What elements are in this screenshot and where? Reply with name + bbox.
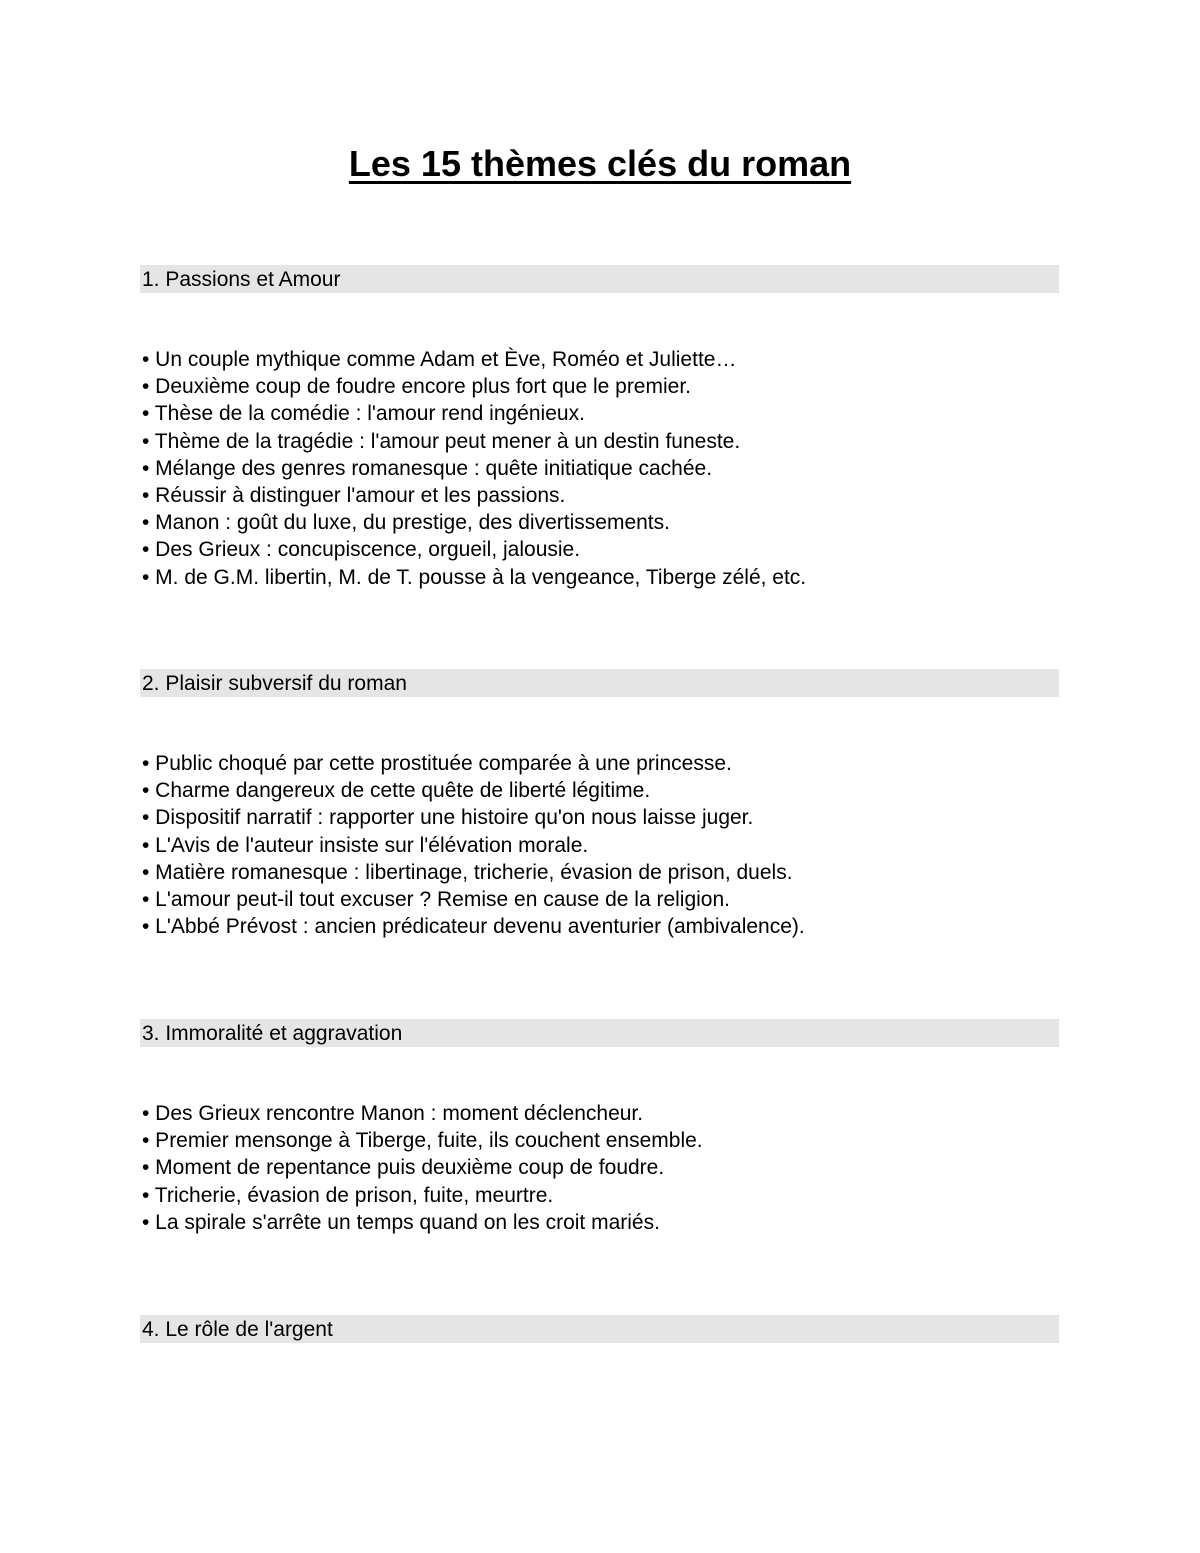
section-heading-plaisir-subversif: 2. Plaisir subversif du roman: [140, 669, 1059, 697]
list-item: • Mélange des genres romanesque : quête initiatique cachée.: [142, 456, 713, 480]
bullet-list-immoralite-aggravation: [142, 1100, 1059, 1236]
list-item: • L'Avis de l'auteur insiste sur l'élévation morale.: [142, 833, 589, 857]
list-item: • Tricherie, évasion de prison, fuite, meurtre.: [142, 1183, 554, 1207]
list-item: • Deuxième coup de foudre encore plus fort que le premier.: [142, 375, 691, 399]
list-item: • Dispositif narratif : rapporter une histoire qu'on nous laisse juger.: [142, 806, 754, 830]
list-item: • L'amour peut-il tout excuser ? Remise en cause de la religion.: [142, 888, 730, 912]
list-item: • Manon : goût du luxe, du prestige, des divertissements.: [142, 511, 670, 535]
list-item: • Matière romanesque : libertinage, tricherie, évasion de prison, duels.: [142, 860, 793, 884]
list-item: • Thèse de la comédie : l'amour rend ingénieux.: [142, 402, 585, 426]
page-title: Les 15 thèmes clés du roman: [348, 143, 852, 184]
bullet-list-plaisir-subversif: [142, 750, 1059, 940]
section-heading-passions-amour: 1. Passions et Amour: [140, 265, 1059, 293]
list-item: • La spirale s'arrête un temps quand on les croit mariés.: [142, 1210, 660, 1234]
list-item: • Public choqué par cette prostituée comparée à une princesse.: [142, 752, 732, 775]
list-item: • Des Grieux : concupiscence, orgueil, jalousie.: [142, 538, 581, 562]
list-item: • Thème de la tragédie : l'amour peut mener à un destin funeste.: [142, 429, 741, 453]
section-heading-immoralite-aggravation: 3. Immoralité et aggravation: [140, 1019, 1059, 1047]
list-item: • Premier mensonge à Tiberge, fuite, ils couchent ensemble.: [142, 1129, 703, 1153]
section-heading-role-argent: 4. Le rôle de l'argent: [140, 1315, 1059, 1343]
list-item: • Charme dangereux de cette quête de liberté légitime.: [142, 779, 651, 803]
list-item: • Moment de repentance puis deuxième coup de foudre.: [142, 1156, 665, 1180]
list-item: • Réussir à distinguer l'amour et les passions.: [142, 484, 566, 508]
list-item: • L'Abbé Prévost : ancien prédicateur devenu aventurier (ambivalence).: [142, 915, 805, 939]
list-item: • Un couple mythique comme Adam et Ève, Roméo et Juliette…: [142, 348, 737, 371]
bullet-list-passions-amour: [142, 346, 1059, 591]
list-item: • M. de G.M. libertin, M. de T. pousse à la vengeance, Tiberge zélé, etc.: [142, 565, 807, 589]
list-item: • Des Grieux rencontre Manon : moment déclencheur.: [142, 1102, 644, 1125]
